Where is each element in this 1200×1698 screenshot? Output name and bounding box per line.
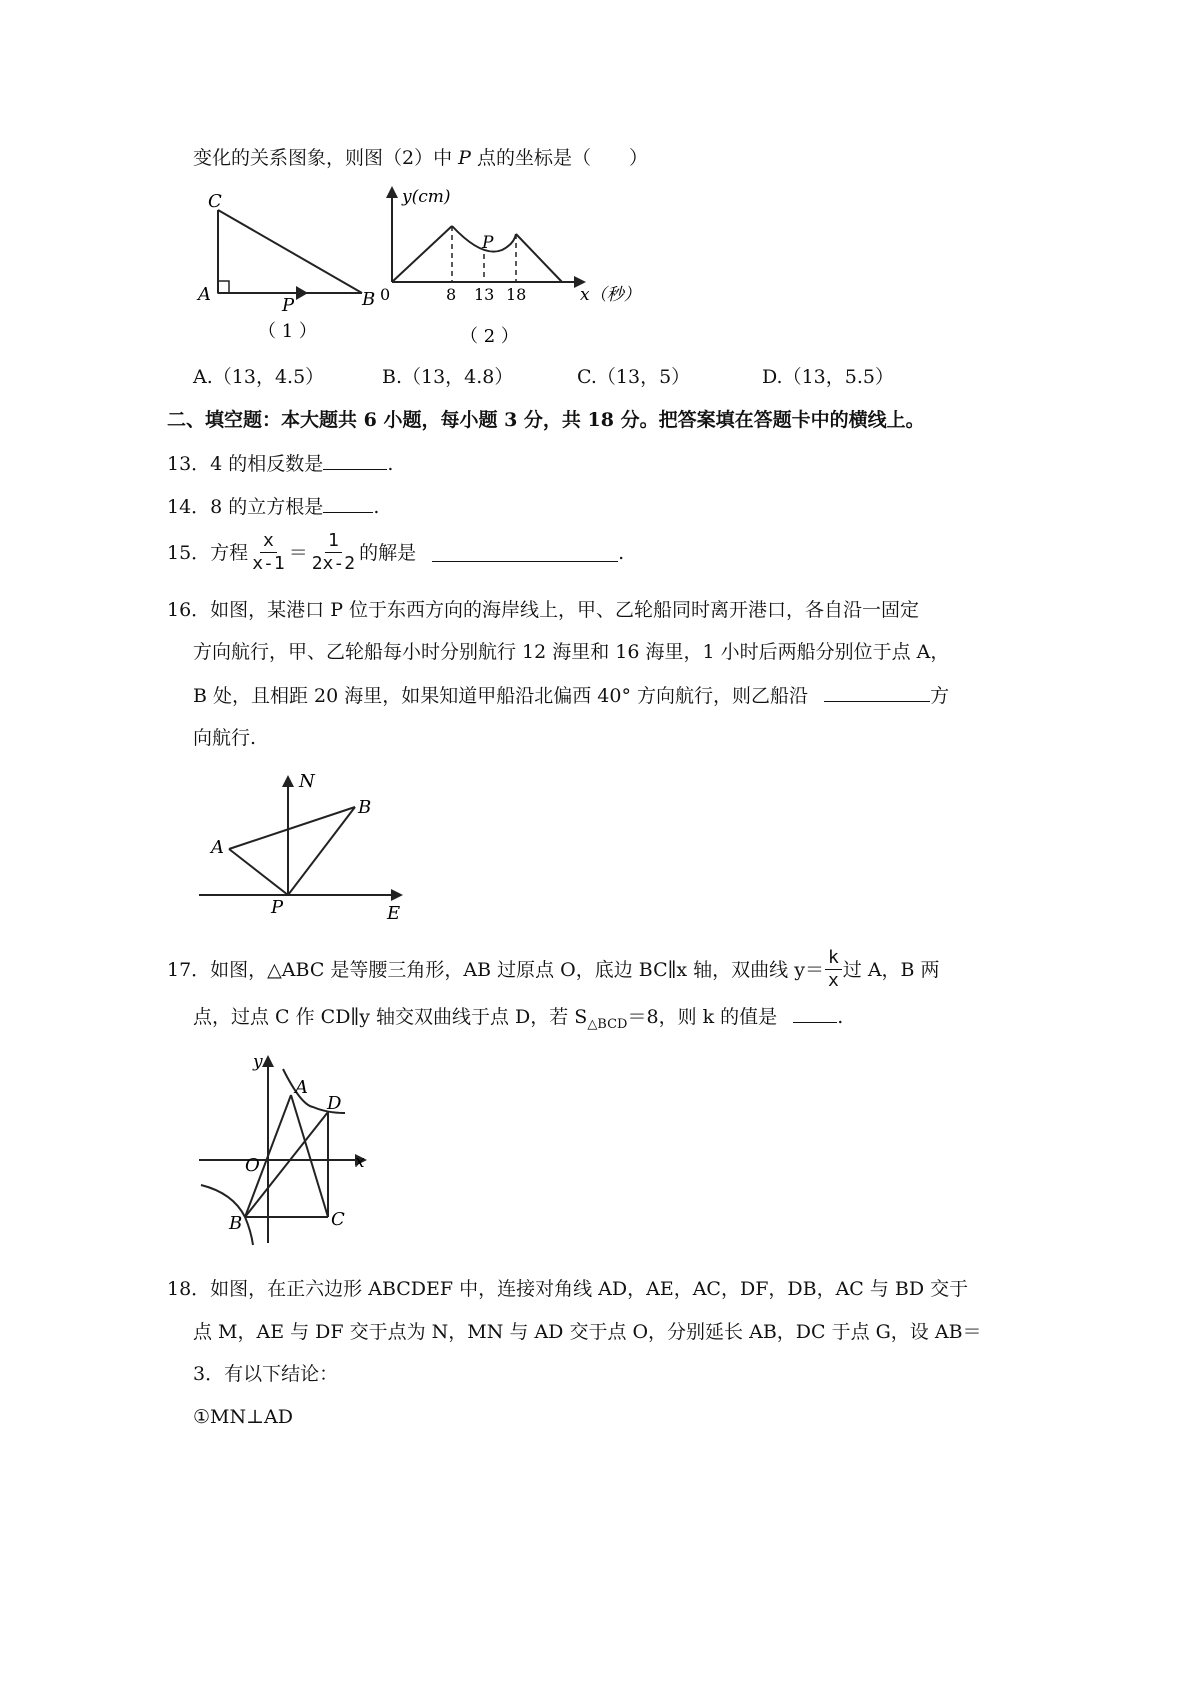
q15-fraction-1 [249, 530, 288, 575]
q16-line-3 [193, 683, 949, 708]
q16-line-3a: B 处，且相距 20 海里，如果知道甲船沿北偏西 40° 方向航行，则乙船沿 [193, 685, 809, 707]
q18-line-2: 点 M，AE 与 DF 交于点为 N，MN 与 AD 交于点 O，分别延长 AB，DC 于点 G，设 AB＝ [193, 1321, 982, 1343]
fig16-label-a: A [211, 837, 224, 858]
q12-option-b: B.（13，4.8） [382, 366, 514, 388]
fig12b-tick-18: 18 [506, 285, 527, 304]
q13-text: 13．4 的相反数是 [167, 453, 324, 475]
q15-post: 的解是 [359, 541, 417, 564]
figure-16 [195, 765, 415, 925]
q12-tail-text: 变化的关系图象，则图（2）中 [193, 147, 453, 169]
fig12a-label-a: A [198, 284, 211, 305]
q15-f1-den: x-1 [252, 553, 285, 574]
q15-f2-num: 1 [325, 530, 342, 553]
q17-f-num: k [825, 947, 842, 970]
fig12b-xlabel: x（秒） [580, 285, 641, 305]
q16-line-1: 16．如图，某港口 P 位于东西方向的海岸线上，甲、乙轮船同时离开港口，各自沿一固定 [167, 599, 920, 621]
fig17-label-d: D [327, 1093, 342, 1114]
q17-end: . [837, 1006, 844, 1028]
fig17-label-x: x [355, 1152, 365, 1172]
q18-line-1: 18．如图，在正六边形 ABCDEF 中，连接对角线 AD，AE，AC，DF，DB，AC 与 BD 交于 [167, 1278, 969, 1300]
fig16-label-p: P [271, 897, 284, 918]
q15-f2-den: 2x-2 [311, 553, 356, 574]
q12-option-a: A.（13，4.5） [193, 366, 325, 388]
q17-subscript: △BCD [587, 1016, 628, 1032]
q13-end: . [387, 453, 394, 475]
q17-line-2a: 点，过点 C 作 CD∥y 轴交双曲线于点 D，若 S [193, 1006, 588, 1028]
fig17-label-b: B [229, 1213, 243, 1234]
q17-line-2b: ＝8，则 k 的值是 [627, 1006, 778, 1028]
q16-line-3b: 方 [930, 685, 950, 707]
q17-line-1b: 过 A，B 两 [842, 958, 940, 981]
fig12a-label-p: P [282, 295, 295, 316]
fig17-label-c: C [331, 1209, 345, 1230]
fig17-label-y: y [253, 1052, 263, 1072]
question-14 [167, 494, 379, 519]
q18-item-1: ①MN⊥AD [193, 1406, 293, 1428]
q17-fraction [825, 947, 842, 992]
fig12b-tick-13: 13 [474, 285, 495, 304]
q15-answer-blank[interactable] [432, 543, 618, 562]
q15-fraction-2 [309, 530, 358, 575]
q18-line-3: 3．有以下结论： [193, 1363, 339, 1385]
question-15 [167, 530, 624, 575]
fig12b-ylabel: y(cm) [402, 187, 451, 207]
q15-pre: 15．方程 [167, 541, 249, 564]
q17-f-den: x [827, 970, 839, 991]
q15-eq: ＝ [288, 541, 308, 564]
q14-text: 14．8 的立方根是 [167, 496, 324, 518]
q17-answer-blank[interactable] [793, 1004, 837, 1023]
q12-p-label: P [458, 147, 471, 169]
fig16-label-n: N [299, 771, 315, 792]
fig12b-p-label: P [482, 233, 494, 253]
fig12a-label-b: B [362, 289, 376, 310]
figure-17 [195, 1045, 385, 1250]
fig12b-origin: 0 [380, 285, 391, 304]
q17-line-2 [193, 1004, 843, 1037]
section-2-heading: 二、填空题：本大题共 6 小题，每小题 3 分，共 18 分。把答案填在答题卡中的横线上。 [167, 409, 925, 431]
figure-12-2 [378, 180, 643, 355]
q12-tail-text2: 点的坐标是（ ） [476, 147, 648, 169]
q12-option-c: C.（13，5） [577, 366, 691, 388]
q16-line-4: 向航行. [193, 727, 257, 749]
fig16-label-b: B [358, 797, 372, 818]
q17-line-1 [167, 947, 940, 992]
q16-answer-blank[interactable] [824, 683, 930, 702]
fig16-label-e: E [387, 903, 401, 924]
q14-answer-blank[interactable] [323, 494, 373, 513]
q15-end: . [618, 541, 625, 564]
q16-line-2: 方向航行，甲、乙轮船每小时分别航行 12 海里和 16 海里，1 小时后两船分别位于点 A， [193, 641, 950, 663]
q17-line-1a: 17．如图，△ABC 是等腰三角形，AB 过原点 O，底边 BC∥x 轴，双曲线 y＝ [167, 958, 824, 981]
fig17-label-a: A [295, 1077, 308, 1098]
q12-tail [193, 146, 648, 170]
fig17-label-o: O [245, 1155, 260, 1176]
question-13 [167, 451, 393, 476]
q14-end: . [373, 496, 380, 518]
figure-12-1 [190, 185, 390, 350]
fig12b-tick-8: 8 [446, 285, 457, 304]
fig12b-caption: （ 2 ） [460, 326, 519, 347]
fig12a-caption: （ 1 ） [258, 321, 317, 342]
q12-option-d: D.（13，5.5） [762, 366, 894, 388]
q13-answer-blank[interactable] [323, 451, 387, 470]
q15-f1-num: x [260, 530, 277, 553]
fig12a-label-c: C [208, 191, 222, 212]
